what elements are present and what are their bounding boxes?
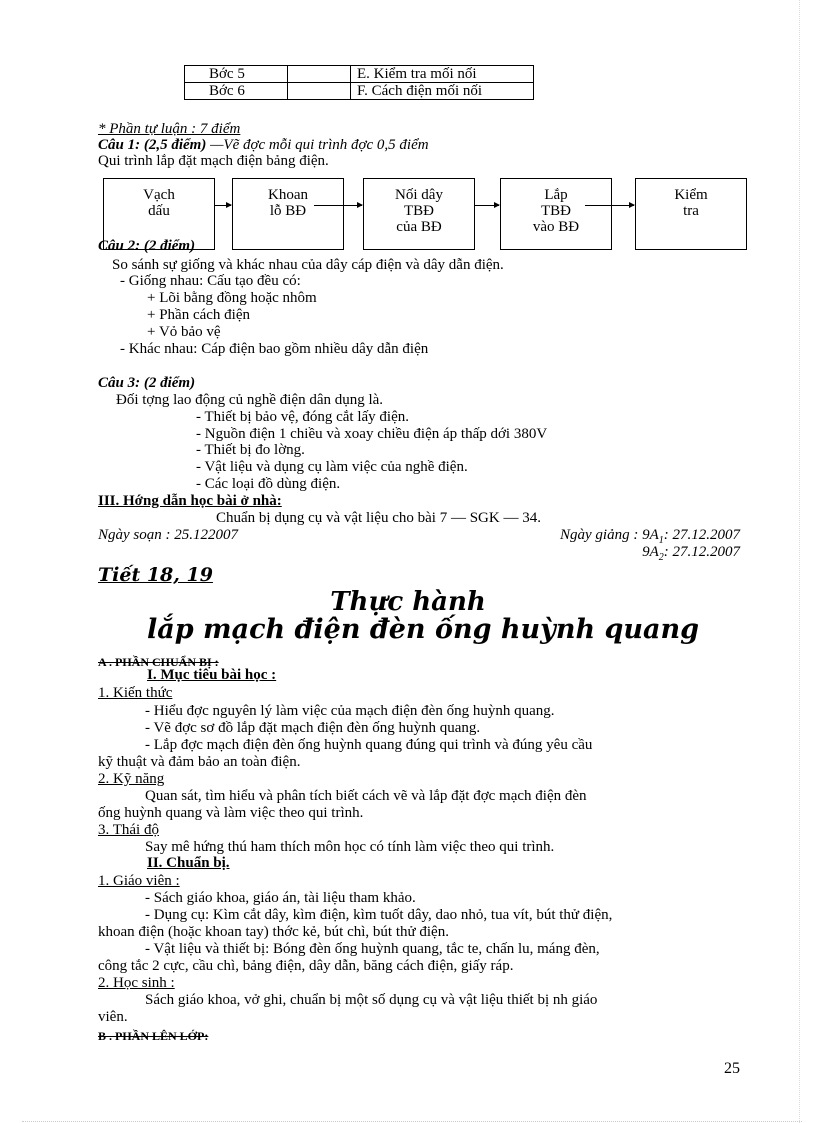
homework-heading: III. Hớng dẫn học bài ở nhà:: [98, 493, 282, 509]
flow-step-4: [500, 178, 612, 250]
table-cell-step: Bớc 6: [185, 83, 288, 100]
q2-line: + Phần cách điện: [147, 307, 251, 323]
table-cell-action: F. Cách điện mối nối: [351, 83, 534, 100]
flow-step-text: Kiểm: [674, 187, 708, 203]
prep-date: Ngày soạn : 25.122007: [98, 527, 238, 543]
knowledge-item: kỹ thuật và đảm bảo an toàn điện.: [98, 754, 301, 770]
objectives-heading: I. Mục tiêu bài học :: [147, 667, 277, 683]
homework-text: Chuẩn bị dụng cụ và vật liệu cho bài 7 — SGK — 34.: [216, 510, 541, 526]
flow-step-text: tra: [683, 203, 699, 219]
student-line: Sách giáo khoa, vở ghi, chuẩn bị một số dụng cụ và vật liệu thiết bị nh giáo: [145, 992, 598, 1008]
teacher-line: - Sách giáo khoa, giáo án, tài liệu tham khảo.: [145, 890, 416, 906]
q2-line: - Khác nhau: Cáp điện bao gồm nhiều dây dẫn điện: [120, 341, 429, 357]
student-line: viên.: [98, 1009, 128, 1025]
flow-step-text: TBĐ: [404, 203, 434, 219]
flow-step-5: [635, 178, 747, 250]
q3-item: - Các loại đồ dùng điện.: [196, 476, 341, 492]
flow-arrow: [314, 205, 362, 206]
flow-step-3: [363, 178, 475, 250]
essay-heading: * Phần tự luận : 7 điểm: [98, 121, 241, 137]
class-subscript: 1: [658, 535, 664, 546]
table-row: [185, 83, 534, 100]
q1-note: —Vẽ đợc mỗi qui trình đợc 0,5 điểm: [206, 137, 429, 153]
lesson-title-line-1: Thực hành: [330, 587, 486, 617]
part-a-heading: A . PHẦN CHUẨN BỊ :: [98, 655, 219, 669]
flow-step-text: vào BĐ: [532, 219, 580, 235]
lesson-period: Tiết 18, 19: [98, 564, 213, 586]
flow-step-text: của BĐ: [396, 219, 442, 235]
table-cell-mid: [288, 83, 351, 100]
flow-step-2: [232, 178, 344, 250]
flow-step-text: Khoan: [268, 187, 308, 203]
table-row: [185, 66, 534, 83]
steps-table: [184, 65, 534, 100]
flow-step-text: Lắp: [544, 187, 568, 203]
flow-arrow: [475, 205, 499, 206]
lesson-title-line-2: lắp mạch điện đèn ống huỳnh quang: [146, 614, 700, 645]
q1-line: [98, 137, 429, 154]
teach-date-label: 9A: [642, 544, 659, 560]
skills-line: Quan sát, tìm hiểu và phân tích biết cách vẽ và lắp đặt đợc mạch điện đèn: [145, 788, 587, 804]
q2-label: Câu 2: (2 điểm): [98, 238, 196, 254]
prep-heading: II. Chuẩn bị.: [147, 855, 230, 871]
q3-item: - Thiết bị bảo vệ, đóng cắt lấy điện.: [196, 409, 409, 425]
flow-arrow: [215, 205, 231, 206]
q2-line: + Vỏ bảo vệ: [147, 324, 221, 340]
knowledge-item: - Hiểu đợc nguyên lý làm việc của mạch điện đèn ống huỳnh quang.: [145, 703, 555, 719]
q2-line: - Giống nhau: Cấu tạo đều có:: [120, 273, 301, 289]
teach-date-value: : 27.12.2007: [663, 544, 740, 560]
part-b-heading: B . PHẦN LÊN LỚP:: [98, 1029, 209, 1043]
flow-arrow: [585, 205, 634, 206]
flow-step-text: Nối dây: [395, 187, 443, 203]
skills-line: ống huỳnh quang và làm việc theo qui trình.: [98, 805, 364, 821]
skills-heading: 2. Kỹ năng: [98, 771, 165, 787]
teacher-line: - Dụng cụ: Kìm cắt dây, kìm điện, kìm tuốt dây, dao nhỏ, tua vít, bút thử điện,: [145, 907, 613, 923]
knowledge-heading: 1. Kiến thức: [98, 685, 173, 701]
attitude-text: Say mê hứng thú ham thích môn học có tính làm việc theo qui trình.: [145, 839, 555, 855]
page-number: 25: [724, 1060, 740, 1077]
flow-step-text: dấu: [148, 203, 170, 219]
teacher-line: khoan điện (hoặc khoan tay) thớc kẻ, bút chì, bút thử điện.: [98, 924, 449, 940]
q3-label: Câu 3: (2 điểm): [98, 375, 196, 391]
attitude-heading: 3. Thái độ: [98, 822, 159, 838]
q1-intro: Qui trình lắp đặt mạch điện bảng điện.: [98, 153, 329, 169]
student-heading: 2. Học sinh :: [98, 975, 175, 991]
table-cell-step: Bớc 5: [185, 66, 288, 83]
q2-line: So sánh sự giống và khác nhau của dây cáp điện và dây dẫn điện.: [112, 257, 504, 273]
q2-line: + Lõi bằng đồng hoặc nhôm: [147, 290, 317, 306]
teacher-line: - Vật liệu và thiết bị: Bóng đèn ống huỳnh quang, tắc te, chấn lu, máng đèn,: [145, 941, 600, 957]
flow-step-text: TBĐ: [541, 203, 571, 219]
q3-item: - Nguồn điện 1 chiều và xoay chiều điện áp thấp dới 380V: [196, 426, 548, 442]
page-bottom-divider: [22, 1121, 802, 1122]
q1-label: Câu 1: (2,5 điểm): [98, 137, 207, 153]
flow-step-text: lỗ BĐ: [269, 203, 307, 219]
knowledge-item: - Lắp đợc mạch điện đèn ống huỳnh quang đúng qui trình và đúng yêu cầu: [145, 737, 593, 753]
class-subscript: 2: [658, 552, 664, 563]
knowledge-item: - Vẽ đợc sơ đồ lắp đặt mạch điện đèn ống huỳnh quang.: [145, 720, 481, 736]
teach-date-label: Ngày giảng : 9A: [560, 527, 659, 543]
table-cell-mid: [288, 66, 351, 83]
teach-date-2: [642, 544, 740, 566]
page-right-divider: [799, 0, 800, 1123]
q3-intro: Đối tợng lao động củ nghề điện dân dụng là.: [116, 392, 384, 408]
q3-item: - Thiết bị đo lờng.: [196, 442, 305, 458]
teacher-heading: 1. Giáo viên :: [98, 873, 180, 889]
table-cell-action: E. Kiểm tra mối nối: [351, 66, 534, 83]
q3-item: - Vật liệu và dụng cụ làm việc của nghề điện.: [196, 459, 468, 475]
flow-step-text: Vạch: [143, 187, 175, 203]
teach-date-value: : 27.12.2007: [663, 527, 740, 543]
teacher-line: công tắc 2 cực, cầu chì, bảng điện, dây dẫn, băng cách điện, giấy ráp.: [98, 958, 514, 974]
